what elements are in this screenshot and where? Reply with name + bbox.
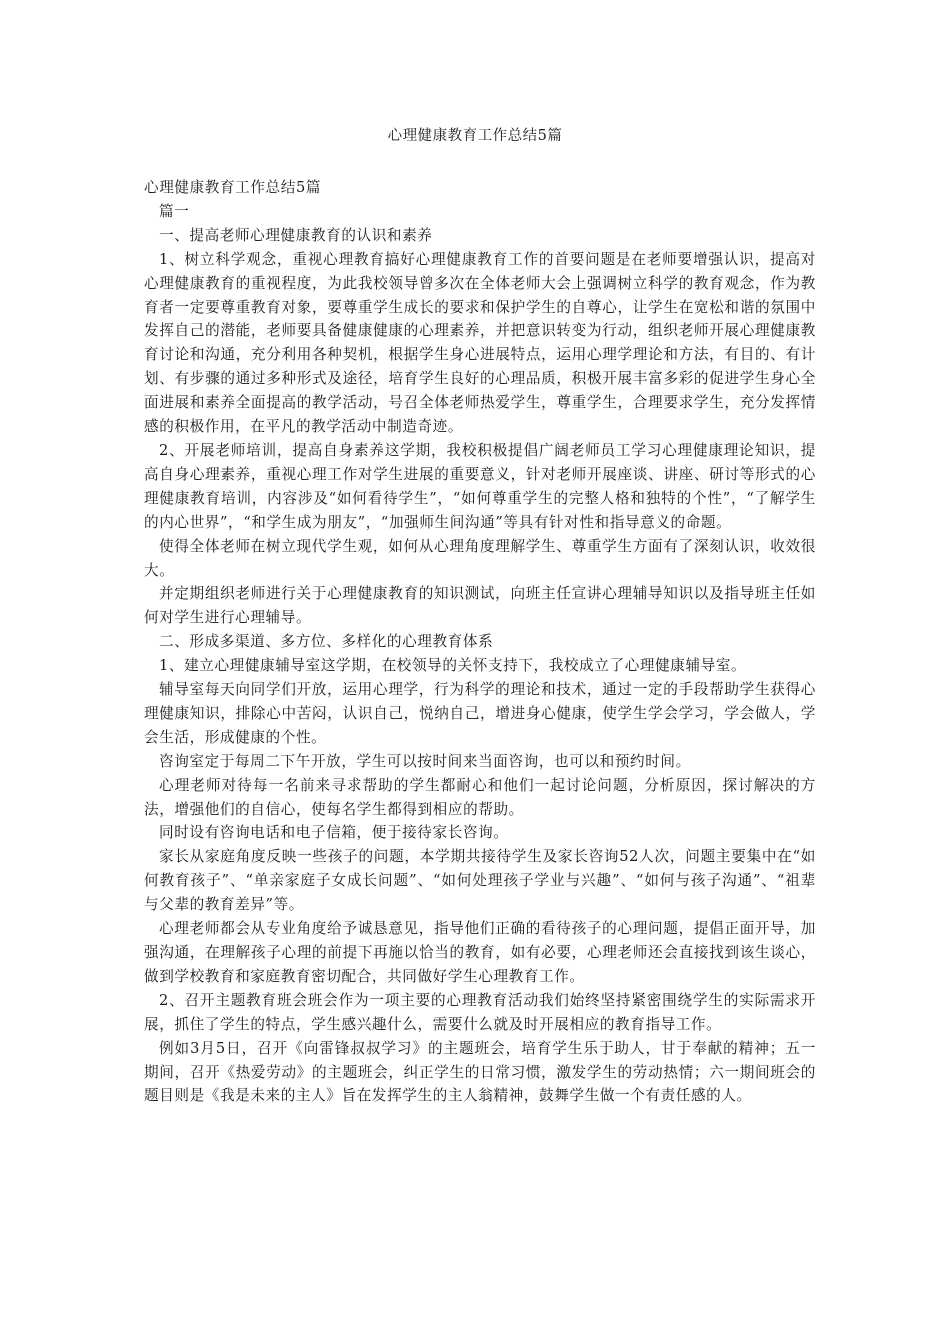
paragraph: 同时设有咨询电话和电子信箱，便于接待家长咨询。 bbox=[159, 824, 509, 842]
paragraph: 心理老师对待每一名前来寻求帮助的学生都耐心和他们一起讨论问题，分析原因，探讨解决的方法，增强他们的自信心，使每名学生都得到相应的帮助。 bbox=[144, 776, 816, 818]
paragraph: 咨询室定于每周二下午开放，学生可以按时间来当面咨询，也可以和预约时间。 bbox=[159, 752, 691, 770]
section-heading-2: 二、形成多渠道、多方位、多样化的心理教育体系 bbox=[159, 633, 494, 651]
section-heading-1: 一、提高老师心理健康教育的认识和素养 bbox=[159, 226, 433, 244]
paragraph: 2、开展老师培训，提高自身素养这学期，我校积极提倡广阔老师员工学习心理健康理论知识，提高自身心理素养，重视心理工作对学生进展的重要意义，针对老师开展座谈、讲座、研讨等形式的心理健康教育培训，内容涉及“如何看待学生”，“如何尊重学生的完整人格和独特的个性”，“了解学生的内心世界”，“和学生成为朋友”，“加强师生间沟通”等具有针对性和指导意义的命题。 bbox=[144, 441, 816, 531]
paragraph: 并定期组织老师进行关于心理健康教育的知识测试，向班主任宣讲心理辅导知识以及指导班主任如何对学生进行心理辅导。 bbox=[144, 585, 816, 627]
paragraph: 心理老师都会从专业角度给予诚恳意见，指导他们正确的看待孩子的心理问题，提倡正面开导，加强沟通，在理解孩子心理的前提下再施以恰当的教育，如有必要，心理老师还会直接找到该生谈心，做到学校教育和家庭教育密切配合，共同做好学生心理教育工作。 bbox=[144, 920, 816, 985]
paragraph: 1、树立科学观念，重视心理教育搞好心理健康教育工作的首要问题是在老师要增强认识，提高对心理健康教育的重视程度，为此我校领导曾多次在全体老师大会上强调树立科学的教育观念，作为教育者一定要尊重教育对象，要尊重学生成长的要求和保护学生的自尊心，让学生在宽松和谐的氛围中发挥自己的潜能，老师要具备健康健康的心理素养，并把意识转变为行动，组织老师开展心理健康教育讨论和沟通，充分利用各种契机，根据学生身心进展特点，运用心理学理论和方法，有目的、有计划、有步骤的通过多种形式及途径，培育学生良好的心理品质，积极开展丰富多彩的促进学生身心全面进展和素养全面提高的教学活动，号召全体老师热爱学生，尊重学生，合理要求学生，充分发挥情感的积极作用，在平凡的教学活动中制造奇迹。 bbox=[144, 250, 816, 436]
paragraph: 1、建立心理健康辅导室这学期，在校领导的关怀支持下，我校成立了心理健康辅导室。 bbox=[159, 657, 747, 675]
paragraph: 例如3月5日，召开《向雷锋叔叔学习》的主题班会，培育学生乐于助人，甘于奉献的精神；五一期间，召开《热爱劳动》的主题班会，纠正学生的日常习惯，激发学生的劳动热情；六一期间班会的题目则是《我是未来的主人》旨在发挥学生的主人翁精神，鼓舞学生做一个有责任感的人。 bbox=[144, 1039, 816, 1105]
document-body bbox=[144, 176, 816, 1108]
paragraph: 辅导室每天向同学们开放，运用心理学，行为科学的理论和技术，通过一定的手段帮助学生获得心理健康知识，排除心中苦闷，认识自己，悦纳自己，增进身心健康，使学生学会学习，学会做人，学会生活，形成健康的个性。 bbox=[144, 681, 816, 746]
document-subtitle: 心理健康教育工作总结5篇 bbox=[144, 179, 322, 196]
part-label: 篇一 bbox=[159, 202, 190, 220]
paragraph: 家长从家庭角度反映一些孩子的问题，本学期共接待学生及家长咨询52人次，问题主要集中在“如何教育孩子”、“单亲家庭子女成长问题”、“如何处理孩子学业与兴趣”、“如何与孩子沟通”、“祖辈与父辈的教育差异”等。 bbox=[144, 848, 816, 914]
paragraph: 使得全体老师在树立现代学生观，如何从心理角度理解学生、尊重学生方面有了深刻认识，收效很大。 bbox=[144, 537, 816, 579]
document-title: 心理健康教育工作总结5篇 bbox=[387, 128, 563, 144]
paragraph: 2、召开主题教育班会班会作为一项主要的心理教育活动我们始终坚持紧密围绕学生的实际需求开展，抓住了学生的特点，学生感兴趣什么，需要什么就及时开展相应的教育指导工作。 bbox=[144, 991, 816, 1033]
